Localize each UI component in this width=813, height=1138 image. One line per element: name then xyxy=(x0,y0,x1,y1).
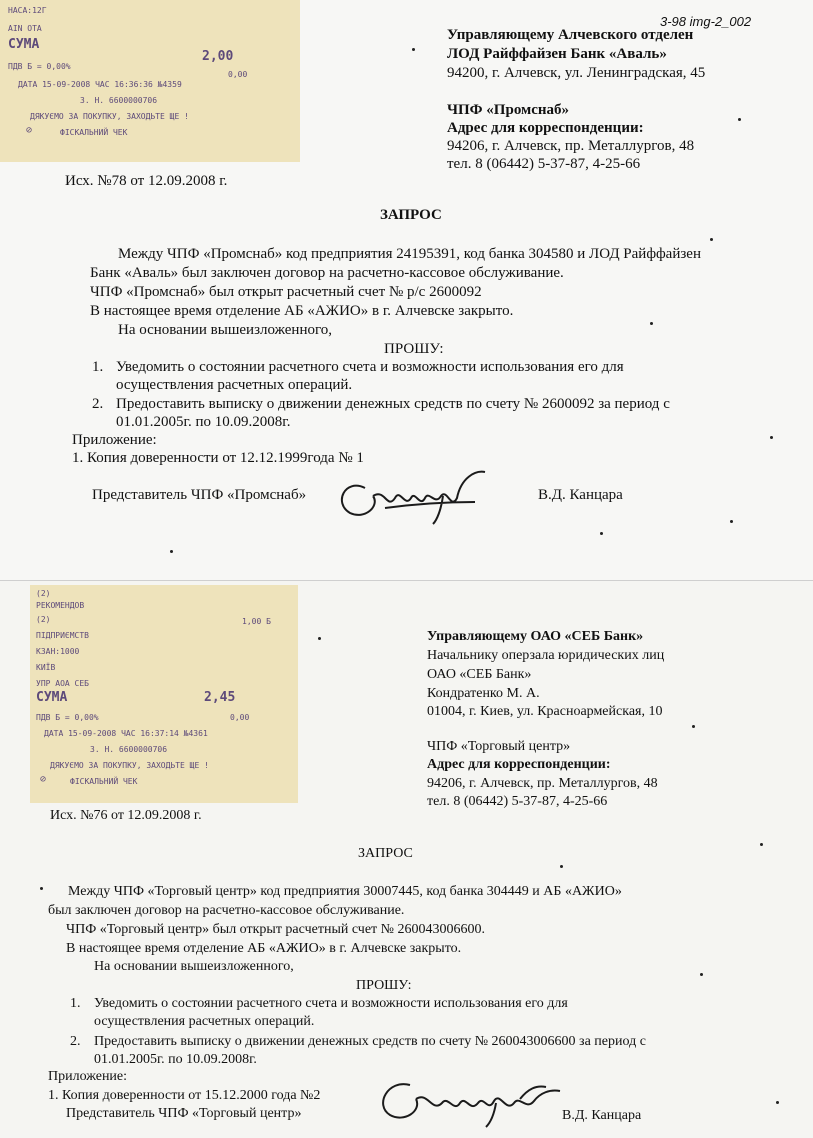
speck xyxy=(40,887,43,890)
body-paragraph: На основании вышеизложенного, xyxy=(94,959,294,974)
representative-name: В.Д. Канцара xyxy=(562,1108,642,1123)
receipt-line: КЗАН:1000 xyxy=(36,647,80,656)
receipt-line: РЕКОМЕНДОВ xyxy=(36,601,85,610)
body-paragraph: На основании вышеизложенного, xyxy=(118,322,333,338)
representative-label: Представитель ЧПФ «Торговый центр» xyxy=(66,1106,302,1121)
item-text: Предоставить выписку о движении денежных средств по счету № 260043006600 за период с xyxy=(94,1034,646,1049)
receipt-line: (2) xyxy=(36,589,51,598)
item-text: Уведомить о состоянии расчетного счета и возможности использования его для xyxy=(116,359,624,375)
speck xyxy=(738,118,741,121)
receipt-line: AIN OTA xyxy=(8,24,42,33)
speck xyxy=(560,865,563,868)
sender-name: ЧПФ «Промснаб» xyxy=(447,102,570,118)
speck xyxy=(600,532,603,535)
corr-label: Адрес для корреспонденции: xyxy=(427,757,611,772)
sender-phone: тел. 8 (06442) 5-37-87, 4-25-66 xyxy=(427,794,608,809)
item-text: 01.01.2005г. по 10.09.2008г. xyxy=(116,414,291,430)
speck xyxy=(412,48,415,51)
receipt-line: ПДВ Б = 0,00% xyxy=(36,713,99,722)
receipt-line: НАСА:12Г xyxy=(8,6,47,15)
item-text: 01.01.2005г. по 10.09.2008г. xyxy=(94,1052,257,1067)
sender-name: ЧПФ «Торговый центр» xyxy=(427,739,571,754)
body-paragraph: Между ЧПФ «Торговый центр» код предприятия 30007445, код банка 304449 и АБ «АЖИО» xyxy=(68,884,622,899)
corner-tag: 3-98 img-2_002 xyxy=(660,14,752,29)
attachment-label: Приложение: xyxy=(72,432,157,448)
speck xyxy=(700,973,703,976)
speck xyxy=(318,637,321,640)
tax-logo-icon: ⊘ xyxy=(26,125,33,136)
receipt-line: ДЯКУЄМО ЗА ПОКУПКУ, ЗАХОДЬТЕ ЩЕ ! xyxy=(50,761,209,770)
receipt-amount-vat: 0,00 xyxy=(230,713,250,722)
speck xyxy=(776,1101,779,1104)
sender-address: 94206, г. Алчевск, пр. Металлургов, 48 xyxy=(427,776,658,791)
addressee-line: ОАО «СЕБ Банк» xyxy=(427,667,532,682)
receipt-line: ДЯКУЄМО ЗА ПОКУПКУ, ЗАХОДЬТЕ ЩЕ ! xyxy=(30,112,189,121)
addressee-line: ЛОД Райффайзен Банк «Аваль» xyxy=(447,46,667,62)
corr-label: Адрес для корреспонденции: xyxy=(447,120,644,136)
body-paragraph: был заключен договор на расчетно-кассовое обслуживание. xyxy=(48,903,405,918)
addressee-line: 94200, г. Алчевск, ул. Ленинградская, 45 xyxy=(447,65,706,81)
sender-address: 94206, г. Алчевск, пр. Металлургов, 48 xyxy=(447,138,695,154)
item-text: Уведомить о состоянии расчетного счета и возможности использования его для xyxy=(94,996,568,1011)
representative-label: Представитель ЧПФ «Промснаб» xyxy=(92,487,307,503)
addressee-line: Управляющему ОАО «СЕБ Банк» xyxy=(427,629,644,644)
body-paragraph: Между ЧПФ «Промснаб» код предприятия 24195391, код банка 304580 и ЛОД Райффайзен xyxy=(118,246,701,262)
tax-logo-icon: ⊘ xyxy=(40,774,47,785)
request-heading: ПРОШУ: xyxy=(356,978,412,993)
receipt-line: (2) xyxy=(36,615,51,624)
receipt-line: З. Н. 6600000706 xyxy=(80,96,158,105)
body-paragraph: ЧПФ «Промснаб» был открыт расчетный счет № р/с 2600092 xyxy=(90,284,482,300)
item-number: 2. xyxy=(70,1034,81,1049)
receipt-amount: 2,00 xyxy=(202,49,234,64)
item-number: 1. xyxy=(92,359,104,375)
speck xyxy=(760,843,763,846)
item-text: осуществления расчетных операций. xyxy=(94,1014,315,1029)
addressee-line: Управляющему Алчевского отделен xyxy=(447,27,694,43)
fiscal-receipt xyxy=(0,0,300,162)
speck xyxy=(692,725,695,728)
item-number: 1. xyxy=(70,996,81,1011)
body-paragraph: Банк «Аваль» был заключен договор на расчетно-кассовое обслуживание. xyxy=(90,265,564,281)
receipt-line: ПІДПРИЄМСТВ xyxy=(36,631,89,640)
attachment-item: 1. Копия доверенности от 15.12.2000 года №2 xyxy=(48,1088,321,1103)
receipt-line: ФІСКАЛЬНИЙ ЧЕК xyxy=(60,128,128,137)
item-text: осуществления расчетных операций. xyxy=(116,377,353,393)
body-paragraph: ЧПФ «Торговый центр» был открыт расчетный счет № 260043006600. xyxy=(66,922,486,937)
representative-name: В.Д. Канцара xyxy=(538,487,623,503)
signature-icon xyxy=(370,1065,570,1131)
fiscal-receipt xyxy=(30,585,298,803)
receipt-line: СУМА xyxy=(8,37,40,52)
item-text: Предоставить выписку о движении денежных средств по счету № 2600092 за период с xyxy=(116,396,670,412)
receipt-amount-small: 1,00 Б xyxy=(242,617,271,626)
receipt-amount: 2,45 xyxy=(204,690,236,705)
outgoing-ref: Исх. №76 от 12.09.2008 г. xyxy=(50,808,202,823)
receipt-line: ДАТА 15-09-2008 ЧАС 16:37:14 №4361 xyxy=(44,729,208,738)
outgoing-ref: Исх. №78 от 12.09.2008 г. xyxy=(65,173,228,189)
addressee-line: Кондратенко М. А. xyxy=(427,686,540,701)
signature-icon xyxy=(325,458,495,528)
request-heading: ПРОШУ: xyxy=(384,341,444,357)
attachment-label: Приложение: xyxy=(48,1069,128,1084)
receipt-amount-vat: 0,00 xyxy=(228,70,248,79)
doc-title: ЗАПРОС xyxy=(358,846,413,861)
item-number: 2. xyxy=(92,396,104,412)
body-paragraph: В настоящее время отделение АБ «АЖИО» в г. Алчевске закрыто. xyxy=(66,941,462,956)
body-paragraph: В настоящее время отделение АБ «АЖИО» в г. Алчевске закрыто. xyxy=(90,303,514,319)
receipt-line: З. Н. 6600000706 xyxy=(90,745,168,754)
letter-trade-center xyxy=(0,580,813,1138)
doc-title: ЗАПРОС xyxy=(380,207,442,223)
speck xyxy=(170,550,173,553)
receipt-line: СУМА xyxy=(36,690,68,705)
speck xyxy=(710,238,713,241)
receipt-line: УПР АОА СЕБ xyxy=(36,679,89,688)
receipt-line: ПДВ Б = 0,00% xyxy=(8,62,71,71)
addressee-line: Начальнику оперзала юридических лиц xyxy=(427,648,665,663)
speck xyxy=(730,520,733,523)
sender-phone: тел. 8 (06442) 5-37-87, 4-25-66 xyxy=(447,156,641,172)
speck xyxy=(650,322,653,325)
addressee-line: 01004, г. Киев, ул. Красноармейская, 10 xyxy=(427,704,663,719)
receipt-line: ДАТА 15-09-2008 ЧАС 16:36:36 №4359 xyxy=(18,80,182,89)
attachment-item: 1. Копия доверенности от 12.12.1999года № 1 xyxy=(72,450,364,466)
receipt-line: КИЇВ xyxy=(36,663,56,672)
speck xyxy=(770,436,773,439)
receipt-line: ФІСКАЛЬНИЙ ЧЕК xyxy=(70,777,138,786)
